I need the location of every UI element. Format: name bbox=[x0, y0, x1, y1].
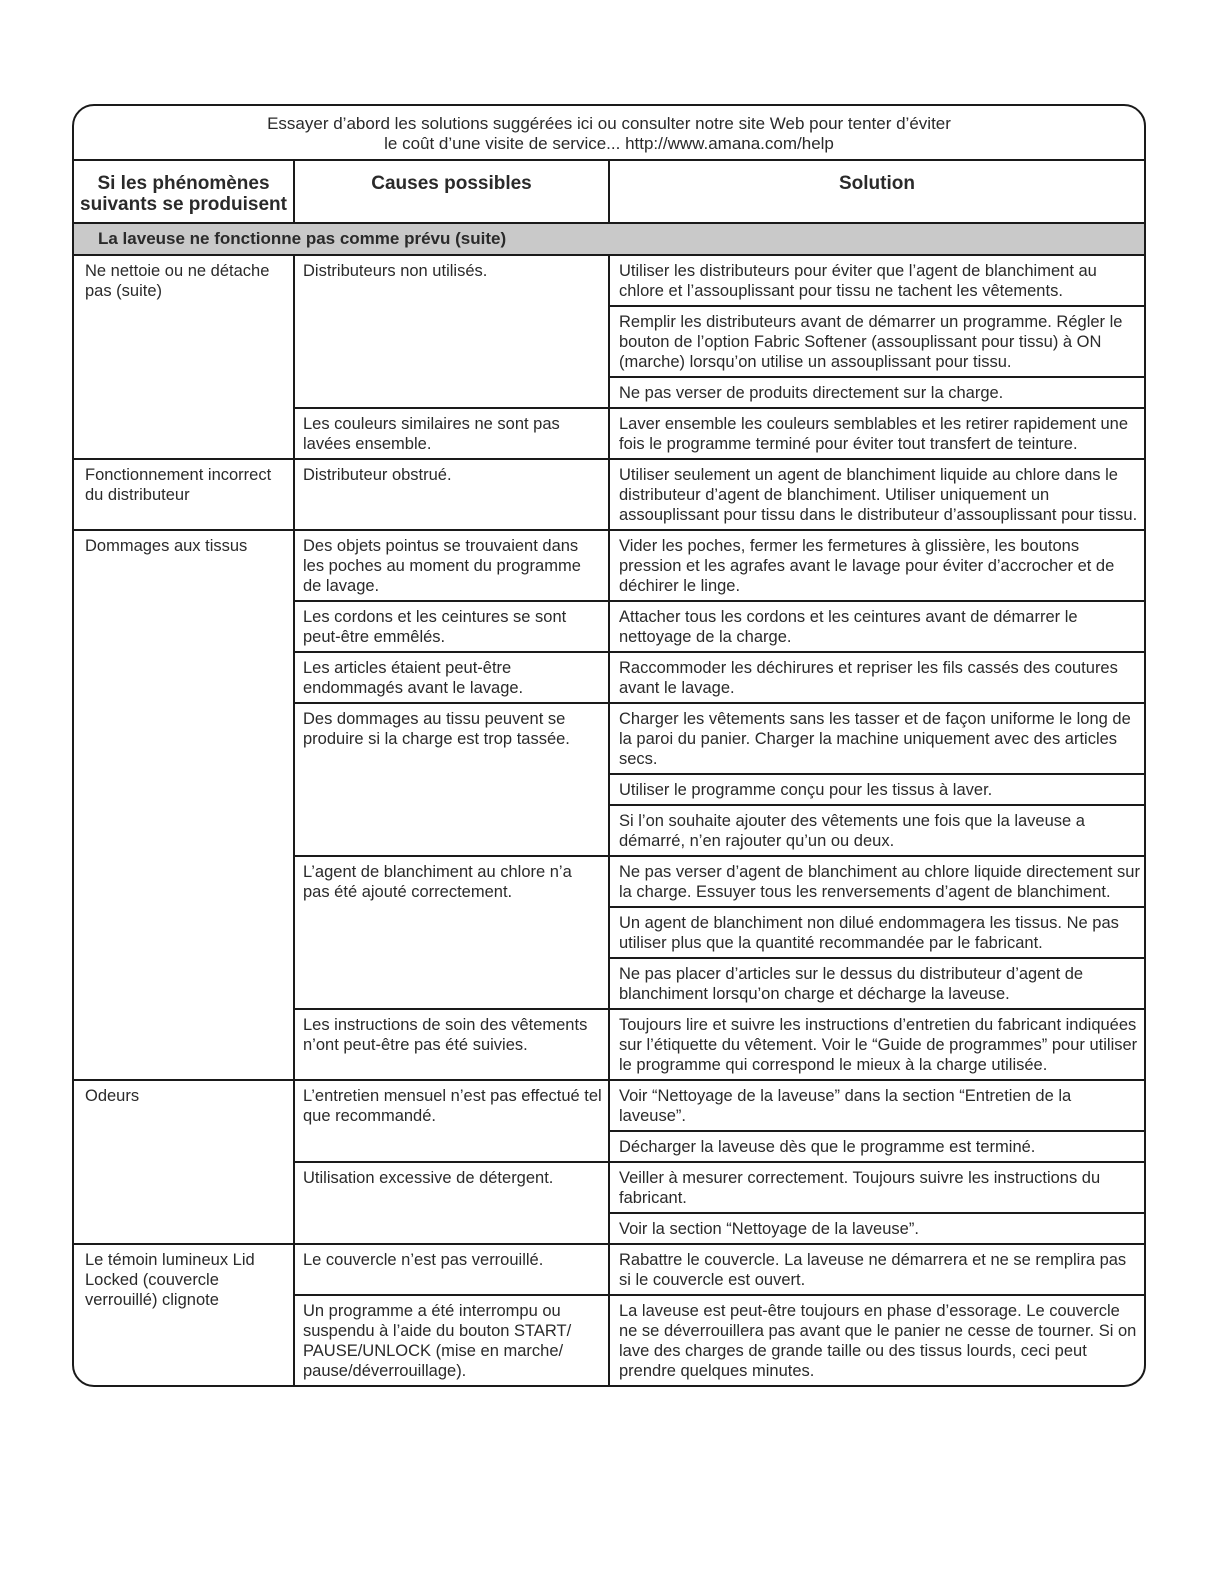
symptom-cell: Dommages aux tissus bbox=[74, 531, 295, 1079]
section-title: La laveuse ne fonctionne pas comme prévu (suite) bbox=[74, 224, 1144, 256]
causes-column bbox=[295, 531, 1144, 1079]
solution-cell: Si l’on souhaite ajouter des vêtements une fois que la laveuse a démarré, n’en rajouter qu’un ou deux. bbox=[619, 812, 1085, 850]
solution-cell: Décharger la laveuse dès que le programme est terminé. bbox=[619, 1138, 1036, 1156]
cause-row bbox=[295, 857, 1144, 1010]
symptom-group bbox=[74, 256, 1144, 460]
solution-cell: Toujours lire et suivre les instructions d’entretien du fabricant indiquées sur l’étiquette du vêtement. Voir le “Guide de programmes” pour utiliser le programme qui correspond le mieux à la charge utilisée. bbox=[619, 1016, 1138, 1074]
solution-cell: Utiliser le programme conçu pour les tissus à laver. bbox=[610, 775, 1144, 806]
solution-cell: Attacher tous les cordons et les ceintures avant de démarrer le nettoyage de la charge. bbox=[619, 608, 1078, 646]
cause-row bbox=[295, 256, 1144, 409]
cause-cell: Les cordons et les ceintures se sont peut-être emmêlés. bbox=[295, 602, 610, 651]
cause-cell: Les instructions de soin des vêtements n’ont peut-être pas été suivies. bbox=[295, 1010, 610, 1079]
cause-cell: Utilisation excessive de détergent. bbox=[295, 1163, 610, 1243]
symptom-cell: Le témoin lumineux Lid Locked (couvercle verrouillé) clignote bbox=[74, 1245, 295, 1385]
cause-cell: Des objets pointus se trouvaient dans les poches au moment du programme de lavage. bbox=[295, 531, 610, 600]
solutions-column bbox=[610, 256, 1144, 407]
troubleshooting-table bbox=[72, 104, 1146, 1387]
solutions-column bbox=[610, 1296, 1144, 1385]
solutions-column bbox=[610, 409, 1144, 458]
symptom-group bbox=[74, 531, 1144, 1081]
causes-column bbox=[295, 1081, 1144, 1243]
symptom-cell: Ne nettoie ou ne détache pas (suite) bbox=[74, 256, 295, 458]
intro-line-1: Essayer d’abord les solutions suggérées ici ou consulter notre site Web pour tenter d’éviter bbox=[267, 114, 951, 133]
cause-cell: Les articles étaient peut-être endommagés avant le lavage. bbox=[295, 653, 610, 702]
cause-cell: Les couleurs similaires ne sont pas lavées ensemble. bbox=[295, 409, 610, 458]
solutions-column bbox=[610, 460, 1144, 529]
header-cause: Causes possibles bbox=[295, 161, 610, 222]
symptom-group bbox=[74, 1081, 1144, 1245]
solutions-column bbox=[610, 1245, 1144, 1294]
cause-row bbox=[295, 1010, 1144, 1079]
cause-row bbox=[295, 1081, 1144, 1163]
header-solution: Solution bbox=[839, 173, 915, 194]
symptom-cell: Odeurs bbox=[74, 1081, 295, 1243]
solution-cell: Laver ensemble les couleurs semblables et les retirer rapidement une fois le programme terminé pour éviter tout transfert de teinture. bbox=[619, 415, 1129, 453]
solution-cell: Rabattre le couvercle. La laveuse ne démarrera et ne se remplira pas si le couvercle est ouvert. bbox=[619, 1251, 1127, 1289]
cause-row bbox=[295, 531, 1144, 602]
cause-cell: L’entretien mensuel n’est pas effectué tel que recommandé. bbox=[295, 1081, 610, 1161]
solution-cell: Utiliser les distributeurs pour éviter que l’agent de blanchiment au chlore et l’assouplissant pour tissu ne tachent les vêtements. bbox=[610, 256, 1144, 307]
solution-cell: Un agent de blanchiment non dilué endommagera les tissus. Ne pas utiliser plus que la quantité recommandée par le fabricant. bbox=[610, 908, 1144, 959]
cause-row bbox=[295, 602, 1144, 653]
cause-row bbox=[295, 1245, 1144, 1296]
solution-cell: Veiller à mesurer correctement. Toujours suivre les instructions du fabricant. bbox=[610, 1163, 1144, 1214]
solutions-column bbox=[610, 1081, 1144, 1161]
solutions-column bbox=[610, 653, 1144, 702]
solutions-column bbox=[610, 602, 1144, 651]
causes-column bbox=[295, 460, 1144, 529]
solution-cell: La laveuse est peut-être toujours en phase d’essorage. Le couvercle ne se déverrouillera pas avant que le panier ne cesse de tourner. Si on lave des charges de grande taille ou des tissus lourds, ceci peut prendre quelques minutes. bbox=[619, 1302, 1137, 1380]
solution-cell: Voir “Nettoyage de la laveuse” dans la section “Entretien de la laveuse”. bbox=[610, 1081, 1144, 1132]
cause-cell: Des dommages au tissu peuvent se produire si la charge est trop tassée. bbox=[295, 704, 610, 855]
solution-cell: Charger les vêtements sans les tasser et de façon uniforme le long de la paroi du panier. Charger la machine uniquement avec des articles secs. bbox=[610, 704, 1144, 775]
table-header bbox=[74, 161, 1144, 224]
cause-row bbox=[295, 704, 1144, 857]
cause-row bbox=[295, 460, 1144, 529]
solution-cell: Ne pas verser de produits directement sur la charge. bbox=[619, 384, 1004, 402]
solution-cell: Utiliser seulement un agent de blanchiment liquide au chlore dans le distributeur d’agent de blanchiment. Utiliser uniquement un assouplissant pour tissu dans le distributeur d’assouplissant pour tissu. bbox=[619, 466, 1138, 524]
solutions-column bbox=[610, 1010, 1144, 1079]
solutions-column bbox=[610, 531, 1144, 600]
solution-cell: Voir la section “Nettoyage de la laveuse”. bbox=[619, 1220, 919, 1238]
table-body bbox=[74, 256, 1144, 1385]
solution-cell: Remplir les distributeurs avant de démarrer un programme. Régler le bouton de l’option Fabric Softener (assouplissant pour tissu) à ON (marche) lorsqu’on utilise un assouplissant pour tissu. bbox=[610, 307, 1144, 378]
cause-row bbox=[295, 409, 1144, 458]
cause-cell: Un programme a été interrompu ou suspendu à l’aide du bouton START/ PAUSE/UNLOCK (mise en marche/ pause/déverrouillage). bbox=[295, 1296, 610, 1385]
cause-cell: Distributeur obstrué. bbox=[295, 460, 610, 529]
cause-cell: Le couvercle n’est pas verrouillé. bbox=[295, 1245, 610, 1294]
solution-cell: Ne pas verser d’agent de blanchiment au chlore liquide directement sur la charge. Essuyer tous les renversements d’agent de blanchiment. bbox=[610, 857, 1144, 908]
causes-column bbox=[295, 256, 1144, 458]
symptom-group bbox=[74, 460, 1144, 531]
solutions-column bbox=[610, 704, 1144, 855]
solutions-column bbox=[610, 1163, 1144, 1243]
cause-row bbox=[295, 1296, 1144, 1385]
cause-cell: L’agent de blanchiment au chlore n’a pas été ajouté correctement. bbox=[295, 857, 610, 1008]
cause-row bbox=[295, 1163, 1144, 1243]
solution-cell: Ne pas placer d’articles sur le dessus du distributeur d’agent de blanchiment lorsqu’on charge et décharge la laveuse. bbox=[619, 965, 1084, 1003]
symptom-group bbox=[74, 1245, 1144, 1385]
solution-cell: Raccommoder les déchirures et repriser les fils cassés des coutures avant le lavage. bbox=[619, 659, 1118, 697]
cause-row bbox=[295, 653, 1144, 704]
intro-line-2: le coût d’une visite de service... http://www.amana.com/help bbox=[384, 134, 834, 153]
intro-banner bbox=[74, 106, 1144, 161]
causes-column bbox=[295, 1245, 1144, 1385]
header-symptom: Si les phénomènes suivants se produisent bbox=[74, 161, 295, 222]
solutions-column bbox=[610, 857, 1144, 1008]
solution-cell: Vider les poches, fermer les fermetures à glissière, les boutons pression et les agrafes avant le lavage pour éviter d’accrocher et de déchirer le linge. bbox=[619, 537, 1115, 595]
cause-cell: Distributeurs non utilisés. bbox=[295, 256, 610, 407]
symptom-cell: Fonctionnement incorrect du distributeur bbox=[74, 460, 295, 529]
